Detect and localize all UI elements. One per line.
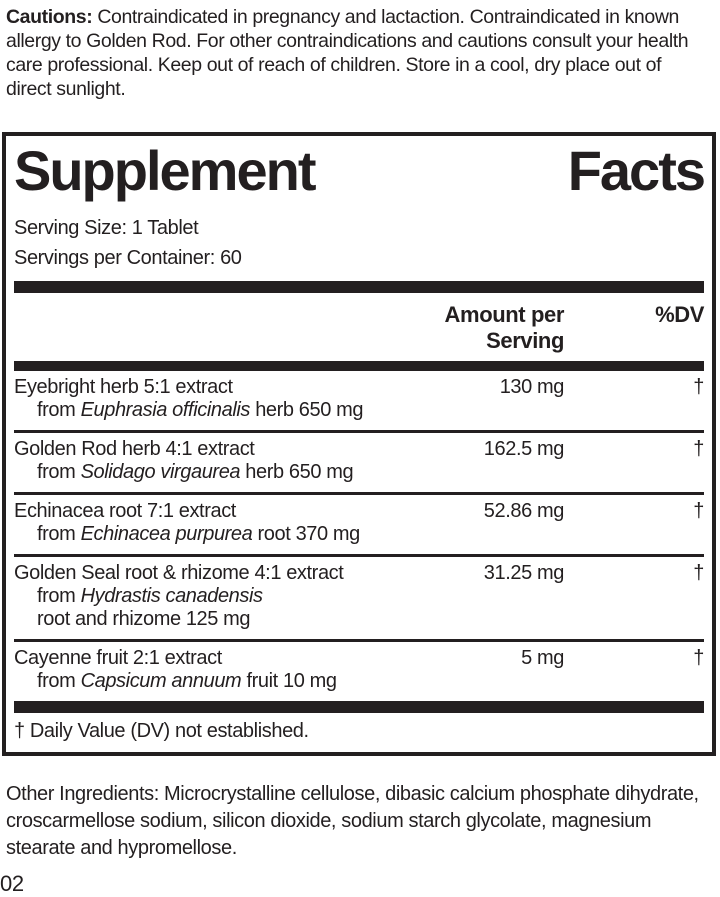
source-latin-name: Capsicum annuum (80, 670, 242, 692)
ingredient-table (14, 371, 704, 701)
ingredient-name: Golden Rod herb 4:1 extract (14, 438, 255, 460)
cautions-paragraph (0, 0, 720, 101)
ingredient-dv-dagger: † (693, 647, 704, 669)
serving-size: Serving Size: 1 Tablet (14, 217, 199, 239)
separator-bar-header (14, 361, 704, 371)
header-amount-per-serving: Amount per Serving (444, 302, 564, 353)
ingredient-source-line (14, 585, 704, 608)
ingredient-main-line (14, 499, 704, 523)
source-latin-name: Echinacea purpurea (80, 523, 253, 545)
table-row (14, 492, 704, 554)
ingredient-source-line (14, 523, 704, 546)
ingredient-dv-dagger: † (693, 438, 704, 460)
separator-bar-top (14, 281, 704, 293)
header-percent-dv: %DV (655, 302, 704, 327)
ingredient-name: Echinacea root 7:1 extract (14, 500, 236, 522)
ingredient-dv-dagger: † (693, 562, 704, 584)
ingredient-amount: 5 mg (521, 647, 564, 669)
ingredient-dv-dagger: † (693, 376, 704, 398)
ingredient-main-line (14, 375, 704, 399)
source-latin-name: Euphrasia officinalis (80, 399, 251, 421)
source-prefix: from (37, 585, 81, 607)
source-prefix: from (37, 399, 81, 421)
source-prefix: from (37, 523, 81, 545)
table-row (14, 639, 704, 701)
ingredient-name: Cayenne fruit 2:1 extract (14, 647, 222, 669)
source-latin-name: Hydrastis canadensis (80, 585, 263, 607)
panel-title: Supplement Facts (14, 139, 704, 202)
source-suffix: root 370 mg (252, 523, 360, 545)
ingredient-dv-dagger: † (693, 500, 704, 522)
source-latin-name: Solidago virgaurea (80, 461, 241, 483)
supplement-facts-panel (2, 132, 716, 756)
serving-info (14, 213, 704, 273)
other-ingredients-paragraph: Other Ingredients: Microcrystalline cellulose, dibasic calcium phosphate dihydrate, croscarmellose sodium, silicon dioxide, sodium starch glycolate, magnesium stearate and hypromellose. (6, 783, 699, 859)
ingredient-source-line (14, 608, 704, 631)
ingredient-amount: 52.86 mg (483, 500, 564, 522)
source-suffix: herb 650 mg (250, 399, 364, 421)
ingredient-source-line (14, 399, 704, 422)
ingredient-source-line (14, 670, 704, 693)
cautions-text: Contraindicated in pregnancy and lactaction. Contraindicated in known allergy to Golden Rod. For other contraindications and cautions consult your health care professional. Keep out of reach of children. Store in a cool, dry place out of direct sunlight. (6, 6, 689, 100)
source-prefix: root and rhizome 125 mg (37, 608, 251, 630)
separator-bar-bottom (14, 701, 704, 713)
ingredient-amount: 162.5 mg (483, 438, 564, 460)
ingredient-name: Golden Seal root & rhizome 4:1 extract (14, 562, 344, 584)
ingredient-name: Eyebright herb 5:1 extract (14, 376, 233, 398)
source-suffix: fruit 10 mg (241, 670, 337, 692)
table-row (14, 430, 704, 492)
table-row (14, 554, 704, 639)
ingredient-main-line (14, 561, 704, 585)
source-prefix: from (37, 461, 81, 483)
table-row (14, 371, 704, 430)
source-suffix: herb 650 mg (240, 461, 354, 483)
footer-code: 02 (0, 871, 24, 896)
ingredient-main-line (14, 646, 704, 670)
ingredient-amount: 130 mg (499, 376, 564, 398)
cautions-label: Cautions: (6, 6, 93, 28)
ingredient-amount: 31.25 mg (483, 562, 564, 584)
servings-per-container: Servings per Container: 60 (14, 247, 242, 269)
source-prefix: from (37, 670, 81, 692)
daily-value-footnote: † Daily Value (DV) not established. (14, 720, 309, 742)
table-header-row (14, 293, 704, 361)
ingredient-source-line (14, 461, 704, 484)
ingredient-main-line (14, 437, 704, 461)
